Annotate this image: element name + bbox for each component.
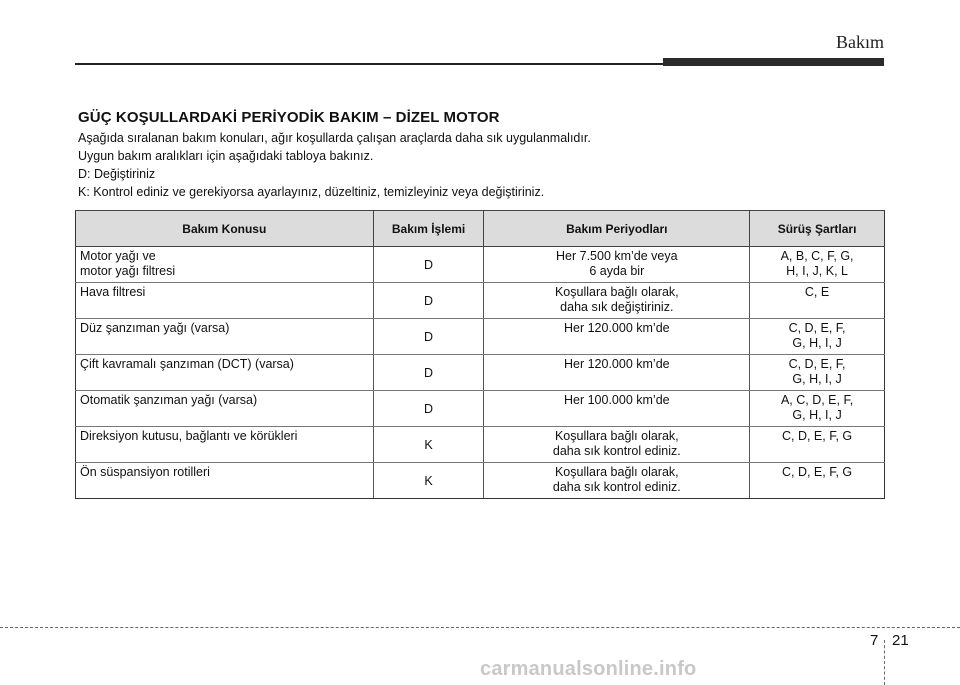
section-title: GÜÇ KOŞULLARDAKİ PERİYODİK BAKIM – DİZEL MOTOR — [78, 109, 500, 126]
cell-operation — [373, 427, 484, 463]
cell-line: 6 ayda bir — [589, 264, 645, 278]
cell-line: A, B, C, F, G, — [780, 249, 854, 263]
cell-line: Koşullara bağlı olarak, — [554, 465, 679, 479]
cell-line: Her 120.000 km’de — [563, 357, 670, 371]
cell-line: C, E — [804, 285, 830, 299]
cell-line: Her 7.500 km’de veya — [556, 249, 678, 263]
cell-operation — [373, 463, 484, 499]
intro-line: K: Kontrol ediniz ve gerekiyorsa ayarlayınız, düzeltiniz, temizleyiniz veya değiştiriniz. — [78, 185, 545, 199]
cell-operation — [373, 247, 484, 283]
cell-line: motor yağı filtresi — [80, 264, 176, 278]
cell-item — [76, 427, 374, 463]
cell-line: G, H, I, J — [792, 336, 842, 350]
cell-line: D — [424, 366, 434, 380]
page-number: 21 — [892, 632, 909, 649]
cell-line: Koşullara bağlı olarak, — [554, 285, 679, 299]
cell-period — [484, 355, 750, 391]
cell-line: Düz şanzıman yağı (varsa) — [80, 321, 230, 335]
cell-line: H, I, J, K, L — [786, 264, 848, 278]
table-row — [76, 391, 885, 427]
column-header: Bakım Periyodları — [484, 211, 750, 247]
cell-line: C, D, E, F, G — [781, 465, 853, 479]
footer-crop-mark — [884, 640, 885, 685]
cell-conditions — [750, 319, 885, 355]
column-header: Bakım Konusu — [76, 211, 374, 247]
cell-item — [76, 463, 374, 499]
cell-line: daha sık kontrol ediniz. — [552, 480, 681, 494]
cell-item — [76, 283, 374, 319]
cell-conditions — [750, 427, 885, 463]
table-row — [76, 283, 885, 319]
table-header-row — [76, 211, 885, 247]
cell-line: daha sık kontrol ediniz. — [552, 444, 681, 458]
cell-period — [484, 247, 750, 283]
cell-period — [484, 283, 750, 319]
header-rule — [75, 63, 665, 65]
cell-period — [484, 427, 750, 463]
cell-period — [484, 319, 750, 355]
cell-line: D — [424, 402, 434, 416]
table-row — [76, 319, 885, 355]
cell-item — [76, 391, 374, 427]
cell-line: Koşullara bağlı olarak, — [554, 429, 679, 443]
intro-line: D: Değiştiriniz — [78, 167, 156, 181]
cell-conditions — [750, 391, 885, 427]
cell-line: A, C, D, E, F, — [780, 393, 854, 407]
cell-line: Motor yağı ve — [80, 249, 156, 263]
intro-text — [78, 129, 591, 201]
chapter-number: 7 — [870, 632, 879, 649]
footer-divider — [0, 627, 960, 628]
cell-line: D — [424, 294, 434, 308]
cell-line: K — [424, 438, 433, 452]
cell-line: D — [424, 258, 434, 272]
cell-line: C, D, E, F, — [788, 357, 846, 371]
cell-conditions — [750, 247, 885, 283]
column-header: Sürüş Şartları — [750, 211, 885, 247]
cell-period — [484, 391, 750, 427]
table-row — [76, 427, 885, 463]
cell-operation — [373, 283, 484, 319]
cell-line: C, D, E, F, — [788, 321, 846, 335]
cell-period — [484, 463, 750, 499]
cell-line: Her 120.000 km’de — [563, 321, 670, 335]
cell-item — [76, 355, 374, 391]
cell-conditions — [750, 283, 885, 319]
intro-line: Uygun bakım aralıkları için aşağıdaki tabloya bakınız. — [78, 149, 374, 163]
table-row — [76, 247, 885, 283]
cell-conditions — [750, 355, 885, 391]
column-header: Bakım İşlemi — [373, 211, 484, 247]
table-row — [76, 463, 885, 499]
cell-line: daha sık değiştiriniz. — [560, 300, 674, 314]
maintenance-table — [75, 210, 885, 499]
cell-line: Otomatik şanzıman yağı (varsa) — [80, 393, 258, 407]
cell-line: D — [424, 330, 434, 344]
cell-line: K — [424, 474, 433, 488]
cell-line: G, H, I, J — [792, 372, 842, 386]
cell-line: Her 100.000 km’de — [563, 393, 670, 407]
cell-line: Hava filtresi — [80, 285, 146, 299]
cell-operation — [373, 391, 484, 427]
cell-operation — [373, 355, 484, 391]
header-rule-accent — [663, 58, 884, 66]
chapter-title: Bakım — [836, 32, 884, 52]
cell-line: Direksiyon kutusu, bağlantı ve körükleri — [80, 429, 298, 443]
cell-line: Ön süspansiyon rotilleri — [80, 465, 210, 479]
intro-line: Aşağıda sıralanan bakım konuları, ağır koşullarda çalışan araçlarda daha sık uygulanmalıdır. — [78, 131, 591, 145]
cell-conditions — [750, 463, 885, 499]
cell-line: C, D, E, F, G — [781, 429, 853, 443]
watermark: carmanualsonline.info — [480, 658, 697, 680]
cell-operation — [373, 319, 484, 355]
table-row — [76, 355, 885, 391]
cell-line: Çift kavramalı şanzıman (DCT) (varsa) — [80, 357, 294, 371]
cell-item — [76, 247, 374, 283]
cell-item — [76, 319, 374, 355]
cell-line: G, H, I, J — [792, 408, 842, 422]
